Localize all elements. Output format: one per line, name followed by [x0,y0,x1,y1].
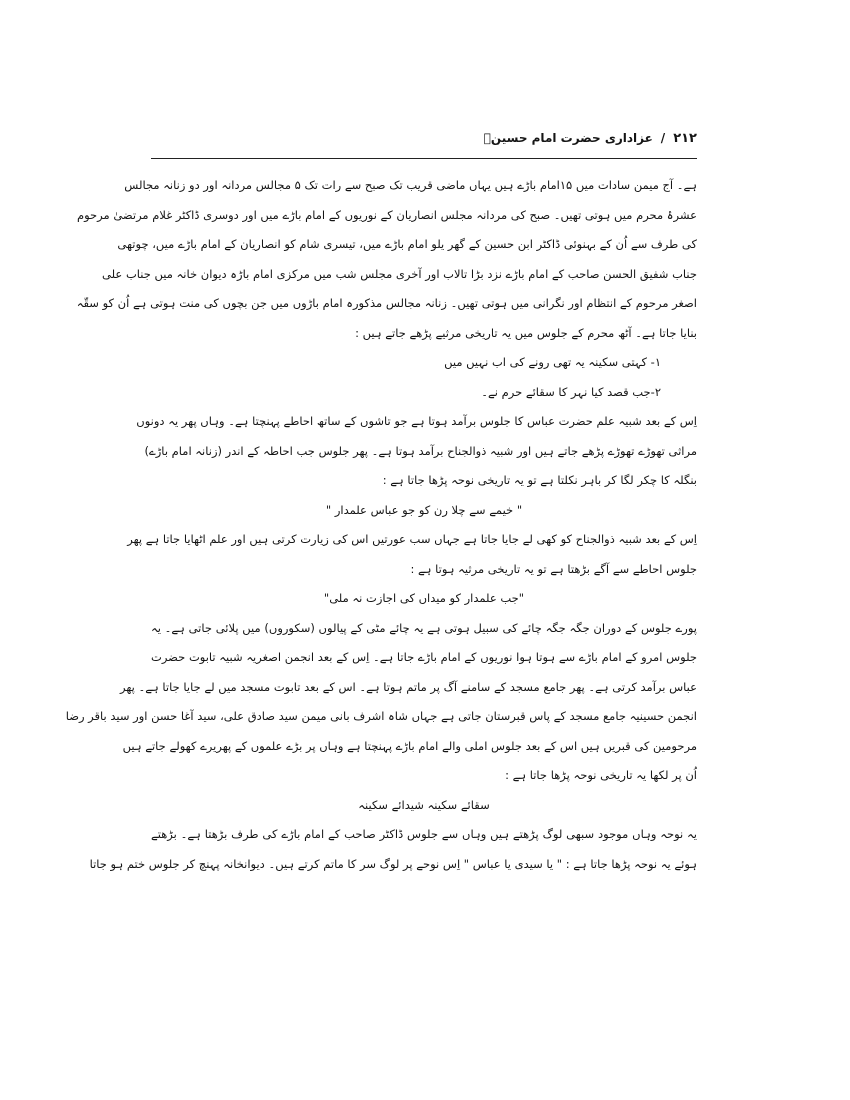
body-line-21: اُن پر لکھا یہ تاریخی نوحہ پڑھا جاتا ہے : [505,768,697,782]
body-line-14: جلوس احاطے سے آگے بڑھتا ہے تو یہ تاریخی مرثیہ ہوتا ہے : [410,561,697,576]
quoted-marsiya-2: "جب علمدار کو میداں کی اجازت نہ ملی" [323,591,525,605]
header-rule [151,158,697,159]
page-body [65,175,697,883]
body-line-17: جلوس امرو کے امام باڑے سے ہوتا ہوا نوریوں کے امام باڑے جاتا ہے۔ اِس کے بعد انجمن اصغریہ شبیہ تابوت حضرت [151,650,697,664]
body-line-13: اِس کے بعد شبیہ ذوالجناح کو کھی لے جایا جاتا ہے جہاں سب عورتیں اس کی زیارت کرتی ہیں اور علم اٹھایا جاتا ہے پھر [127,532,697,546]
body-line-9: اِس کے بعد شبیہ علم حضرت عباس کا جلوس برآمد ہوتا ہے جو تاشوں کے ساتھ احاطے پہنچتا ہے۔ وہاں پھر یہ دونوں [136,414,697,428]
page-number: ۲۱۲ [673,130,697,146]
body-line-23: یہ نوحہ وہاں موجود سبھی لوگ پڑھتے ہیں وہاں سے جلوس ڈاکٹر صاحب کے امام باڑے کی طرف بڑھتا ہے۔ بڑھتے [151,827,697,841]
body-line-5: اصغر مرحوم کے انتظام اور نگرانی میں ہوتی تھیں۔ زنانہ مجالس مذکورہ امام باڑوں میں جن بچوں کی منت ہوتی ہے اُن کو سقّہ [76,296,697,310]
body-line-19: انجمن حسینیہ جامع مسجد کے پاس قبرستان جاتی ہے جہاں شاہ اشرف بانی میمن سید صادق علی، سید آغا حسن اور سید باقر رضا [65,709,697,723]
marsiya-item-2: ۲-جب قصد کیا نہر کا سقائے حرم نے۔ [481,384,661,399]
body-line-10: مراثی تھوڑے تھوڑے پڑھے جاتے ہیں اور شبیہ ذوالجناح برآمد ہوتا ہے۔ پھر جلوس جب احاطہ کے اندر (زنانہ امام باڑے) [144,443,697,458]
quoted-noha-1: " خیمے سے چلا رن کو جو عباس علمدار " [325,502,523,517]
body-line-1: ہے۔ آج میمن سادات میں ۱۵امام باڑے ہیں یہاں ماضی قریب تک صبح سے رات تک ۵ مجالس مردانہ اور دو زنانہ مجالس [124,178,697,192]
body-line-3: کی طرف سے اُن کے بہنوئی ڈاکٹر ابن حسین کے گھر یلو امام باڑے میں، تیسری شام کو انصاریان کے امام باڑے میں، چوتھی [117,237,697,251]
quoted-noha-3: سقائے سکینہ شیدائے سکینہ [358,797,490,812]
body-line-11: بنگلہ کا چکر لگا کر باہر نکلتا ہے تو یہ تاریخی نوحہ پڑھا جاتا ہے : [382,473,697,487]
body-line-4: جناب شفیق الحسن صاحب کے امام باڑے نزد بڑا تالاب اور آخری مجلس شب میں مرکزی امام باڑہ دیوان خانہ میں جناب علی [102,266,697,281]
body-line-20: مرحومین کی قبریں ہیں اس کے بعد جلوس املی والے امام باڑے پہنچتا ہے وہاں پر بڑے علموں کے پھریرے کھولے جاتے ہیں [122,738,697,753]
body-line-2: عشرۂ محرم میں ہوتی تھیں۔ صبح کی مردانہ مجلس انصاریان کے نوریوں کے امام باڑے میں اور دوسری ڈاکٹر غلام مرتضیٰ مرحوم [76,207,697,222]
body-line-24: ہوئے یہ نوحہ پڑھا جاتا ہے : " یا سیدی یا عباس " اِس نوحے پر لوگ سر کا ماتم کرتے ہیں۔ دیوانخانہ پہنچ کر جلوس ختم ہو جاتا [89,856,697,871]
body-line-6: بنایا جاتا ہے۔ آٹھ محرم کے جلوس میں یہ تاریخی مرثیے پڑھے جاتے ہیں : [355,325,697,340]
body-line-16: پورے جلوس کے دوران جگہ جگہ چائے کی سبیل ہوتی ہے یہ چائے مٹی کے پیالوں (سکوروں) میں پلائی جاتی ہے۔ یہ [151,620,697,635]
marsiya-item-1: ۱- کہتی سکینہ یہ تھی رونے کی اب نہیں میں [444,355,661,369]
running-title: عزاداری حضرت امام حسینؑ [483,131,653,145]
running-header [151,123,697,153]
body-line-18: عباس برآمد کرتی ہے۔ پھر جامع مسجد کے سامنے آگ پر ماتم ہوتا ہے۔ اس کے بعد تابوت مسجد میں لے جایا جاتا ہے۔ پھر [120,679,697,694]
header-separator: / [660,131,666,145]
